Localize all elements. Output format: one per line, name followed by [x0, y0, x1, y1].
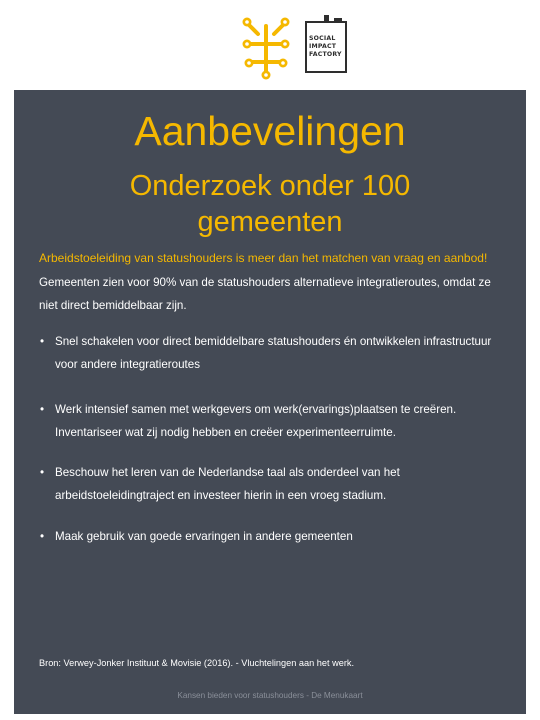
yellow-molecule-icon [240, 16, 292, 80]
list-item [39, 461, 509, 507]
slide-panel [14, 90, 526, 714]
slide-title: Aanbevelingen [134, 108, 406, 154]
list-item [39, 398, 509, 444]
bullet-marker: • [40, 466, 45, 479]
factory-chimney-icon [324, 15, 329, 23]
subtitle-line-2: gemeenten [197, 206, 343, 238]
intro-text: Gemeenten zien voor 90% van de statushouders alternatieve integratieroutes, omdat ze niet direct bemiddelbaar zijn. [39, 276, 491, 312]
header-logos [0, 14, 540, 84]
list-item [39, 525, 353, 548]
subtitle-line-1: Onderzoek onder 100 [129, 170, 411, 202]
factory-chimney-icon [334, 18, 342, 23]
social-impact-factory-logo [305, 21, 347, 73]
list-item-text: Werk intensief samen met werkgevers om werk(ervarings)plaatsen te creëren. Inventariseer wat zij nodig hebben en creëer experimenteerruimte. [55, 403, 457, 439]
list-item [39, 330, 509, 376]
bullet-marker: • [40, 335, 45, 348]
slide-subtitle [14, 168, 526, 240]
source-citation: Bron: Verwey-Jonker Instituut & Movisie (2016). - Vluchtelingen aan het werk. [39, 658, 355, 668]
logo-text: SOCIAL IMPACT FACTORY [309, 35, 342, 58]
list-item-text: Maak gebruik van goede ervaringen in andere gemeenten [55, 530, 353, 543]
footer-text: Kansen bieden voor statushouders - De Menukaart [177, 691, 363, 700]
bullet-marker: • [40, 530, 45, 543]
list-item-text: Snel schakelen voor direct bemiddelbare statushouders én ontwikkelen infrastructuur voor andere integratieroutes [55, 335, 492, 371]
bullet-marker: • [40, 403, 45, 416]
intro-heading: Arbeidstoeleiding van statushouders is meer dan het matchen van vraag en aanbod! [39, 251, 488, 265]
list-item-text: Beschouw het leren van de Nederlandse taal als onderdeel van het arbeidstoeleidingtraject en investeer hierin in een vroeg stadium. [55, 466, 400, 502]
